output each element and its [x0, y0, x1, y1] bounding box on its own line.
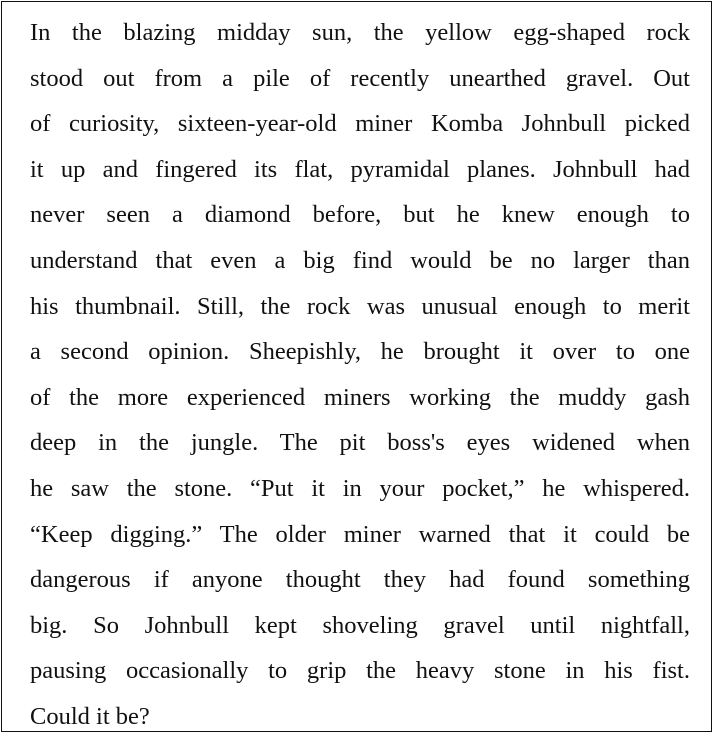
passage-box	[1, 1, 712, 732]
passage-line: his thumbnail. Still, the rock was unusual enough to merit	[30, 292, 690, 320]
passage-line: a second opinion. Sheepishly, he brought it over to one	[30, 338, 690, 366]
passage-line: In the blazing midday sun, the yellow egg-shaped rock	[30, 19, 690, 46]
passage-line: big. So Johnbull kept shoveling gravel until nightfall,	[30, 611, 690, 639]
passage-line: “Keep digging.” The older miner warned that it could be	[30, 520, 690, 548]
passage-line: stood out from a pile of recently unearthed gravel. Out	[30, 64, 690, 92]
passage-line: of the more experienced miners working the muddy gash	[30, 383, 690, 411]
passage-line: pausing occasionally to grip the heavy stone in his fist.	[30, 657, 690, 685]
passage-line: deep in the jungle. The pit boss's eyes widened when	[30, 429, 690, 457]
passage-line: it up and fingered its flat, pyramidal planes. Johnbull had	[30, 155, 690, 183]
passage-line: dangerous if anyone thought they had found something	[30, 566, 690, 594]
passage-line: Could it be?	[30, 702, 150, 730]
passage-line: of curiosity, sixteen-year-old miner Komba Johnbull picked	[30, 110, 690, 138]
passage-text	[30, 10, 690, 740]
passage-line: never seen a diamond before, but he knew enough to	[30, 201, 690, 229]
passage-line: he saw the stone. “Put it in your pocket,” he whispered.	[30, 474, 690, 502]
passage-line: understand that even a big find would be no larger than	[30, 246, 690, 274]
